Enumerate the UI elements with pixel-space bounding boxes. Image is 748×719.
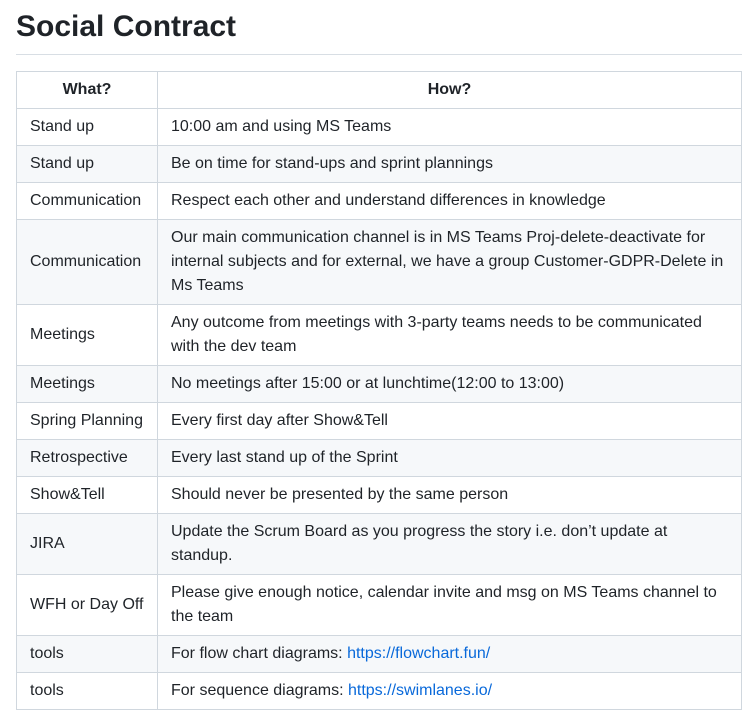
header-what: What? (17, 72, 158, 109)
table-row (17, 636, 742, 673)
table-row (17, 220, 742, 305)
swimlanes-link[interactable]: https://swimlanes.io/ (347, 682, 493, 699)
cell-what: Communication (17, 220, 158, 305)
social-contract-table (16, 71, 742, 710)
cell-what: Retrospective (17, 440, 158, 477)
cell-what: tools (17, 673, 158, 710)
header-how: How? (158, 72, 742, 109)
cell-how: Update the Scrum Board as you progress the story i.e. don’t update at standup. (158, 514, 742, 575)
cell-what: Meetings (17, 305, 158, 366)
cell-what: JIRA (17, 514, 158, 575)
cell-what: Meetings (17, 366, 158, 403)
cell-how: No meetings after 15:00 or at lunchtime(12:00 to 13:00) (158, 366, 742, 403)
cell-how: Every last stand up of the Sprint (158, 440, 742, 477)
cell-how (158, 673, 742, 710)
cell-what: Spring Planning (17, 403, 158, 440)
table-row (17, 146, 742, 183)
cell-how: Please give enough notice, calendar invite and msg on MS Teams channel to the team (158, 575, 742, 636)
cell-what: Stand up (17, 146, 158, 183)
document (16, 0, 742, 710)
cell-what: tools (17, 636, 158, 673)
table-row (17, 440, 742, 477)
table-row (17, 575, 742, 636)
table-row (17, 673, 742, 710)
cell-how: 10:00 am and using MS Teams (158, 109, 742, 146)
table-row (17, 403, 742, 440)
table-row (17, 514, 742, 575)
cell-how (158, 636, 742, 673)
cell-how: Be on time for stand-ups and sprint plannings (158, 146, 742, 183)
cell-how: Our main communication channel is in MS Teams Proj-delete-deactivate for internal subjects and for external, we have a group Customer-GDPR-Delete in Ms Teams (158, 220, 742, 305)
table-row (17, 477, 742, 514)
flowchart-link[interactable]: https://flowchart.fun/ (347, 645, 491, 662)
table-row (17, 183, 742, 220)
cell-what: Show&Tell (17, 477, 158, 514)
cell-how-text: For flow chart diagrams: (171, 645, 348, 662)
table-row (17, 109, 742, 146)
page-title: Social Contract (16, 0, 742, 55)
cell-what: Communication (17, 183, 158, 220)
cell-what: WFH or Day Off (17, 575, 158, 636)
cell-how: Every first day after Show&Tell (158, 403, 742, 440)
cell-how: Should never be presented by the same person (158, 477, 742, 514)
cell-how: Respect each other and understand differences in knowledge (158, 183, 742, 220)
cell-how: Any outcome from meetings with 3-party teams needs to be communicated with the dev team (158, 305, 742, 366)
cell-how-text: For sequence diagrams: (171, 682, 348, 699)
table-header-row (17, 72, 742, 109)
cell-what: Stand up (17, 109, 158, 146)
table-row (17, 305, 742, 366)
table-row (17, 366, 742, 403)
